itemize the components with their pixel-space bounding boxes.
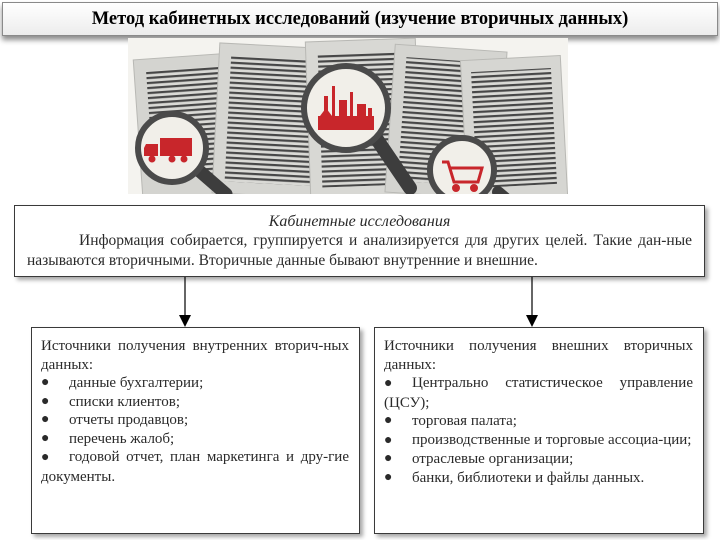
research-illustration — [128, 38, 568, 194]
internal-sources-heading: Источники получения внутренних вторич-ных данных: — [41, 338, 349, 373]
list-item: ● производственные и торговые ассоциа-ции; — [384, 431, 693, 451]
bullet-icon: ● — [41, 393, 50, 409]
internal-sources-box — [31, 327, 360, 534]
desk-research-box — [14, 205, 705, 277]
bullet-icon: ● — [41, 450, 50, 465]
external-sources-box — [374, 327, 704, 534]
list-item: ● отраслевые организации; — [384, 451, 574, 467]
list-item: ● отчеты продавцов; — [41, 412, 189, 428]
list-item: ● банки, библиотеки и файлы данных. — [384, 469, 645, 486]
list-item: ● торговая палата; — [384, 413, 517, 429]
bullet-icon: ● — [41, 430, 50, 446]
slide-title — [2, 2, 718, 36]
slide-title-text: Метод кабинетных исследований (изучение вторичных данных) — [91, 8, 629, 29]
list-item: ● списки клиентов; — [41, 393, 181, 410]
bullet-icon: ● — [41, 375, 50, 390]
list-item: ● данные бухгалтерии; — [41, 375, 204, 391]
external-sources-list — [384, 374, 693, 487]
external-sources-heading: Источники получения внешних вторичных данных: — [384, 338, 693, 373]
bullet-icon: ● — [384, 469, 393, 485]
bullet-icon: ● — [384, 451, 393, 466]
arrow-down-left-icon — [178, 277, 192, 327]
internal-sources-list — [41, 374, 349, 486]
arrow-down-right-icon — [525, 277, 539, 327]
bullet-icon: ● — [384, 432, 393, 448]
desk-research-heading: Кабинетные исследования — [268, 213, 451, 230]
list-item: ● годовой отчет, план маркетинга и дру-гие документы. — [41, 449, 349, 485]
list-item: ● Центрально статистическое управление (ЦСУ); — [384, 375, 693, 411]
bullet-icon: ● — [41, 412, 50, 427]
list-item: ● перечень жалоб; — [41, 430, 175, 447]
bullet-icon: ● — [384, 413, 393, 428]
bullet-icon: ● — [384, 376, 393, 391]
desk-research-text: Информация собирается, группируется и анализируется для других целей. Такие дан-ные называются вторичными. Вторичные данные бывают внутренние и внешние. — [27, 232, 692, 269]
illustration-svg — [128, 38, 568, 194]
